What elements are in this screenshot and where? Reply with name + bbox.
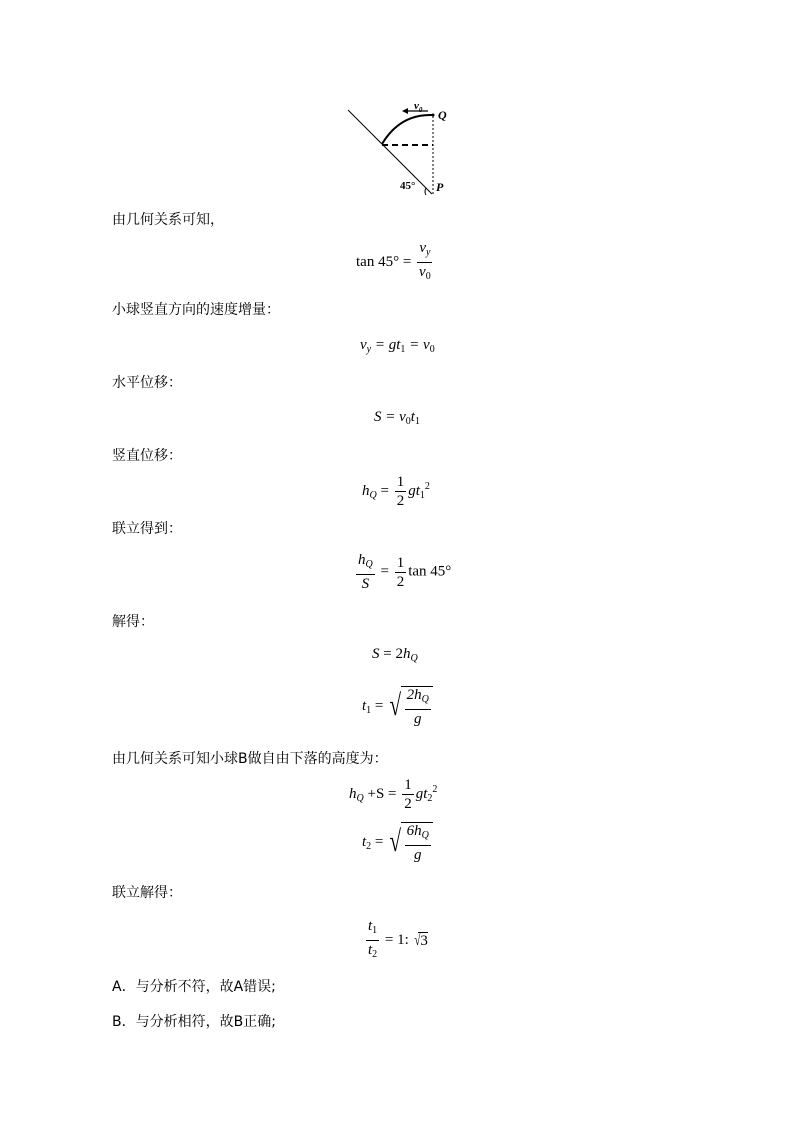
equation-height: $h_Q +S$ = $\frac{1}{2}$ $gt_2^2$: [349, 777, 438, 812]
sqrt-icon: √: [389, 825, 402, 858]
incline-line: [348, 110, 432, 194]
equation-tan45: tan 45° = $\frac{v_y}{v_0}$: [356, 240, 431, 282]
equation-vertical: $h_Q$ = $\frac{1}{2}$ $gt_1^2$: [362, 474, 430, 509]
arrow-head: [402, 108, 408, 114]
sqrt-icon: √: [413, 931, 421, 949]
label-v0: $v_0$: [414, 100, 423, 114]
text-line-8: 联立解得：: [112, 885, 182, 901]
label-q: Q: [438, 108, 447, 122]
incline-figure: [340, 100, 460, 200]
equation-vy: $v_y = gt_1 = v_0$: [360, 337, 435, 355]
trajectory-curve: [382, 115, 432, 144]
label-p: P: [436, 180, 444, 194]
equation-horizontal: $S = v_0t_1$: [374, 409, 420, 427]
text-line-7: 由几何关系可知小球B做自由下落的高度为：: [112, 751, 388, 767]
equation-result: $\frac{t_1}{t_2}$ = 1: √ 3: [368, 918, 428, 960]
text-line-9: A．与分析不符，故A错误;: [112, 979, 276, 995]
label-angle: 45°: [400, 180, 416, 192]
angle-arc: [425, 188, 426, 195]
equation-ratio: $\frac{h_Q}{S}$ = $\frac{1}{2}$ tan 45°: [358, 552, 452, 592]
equation-t2: $t_2$ = √ $\frac{6h_Q}{g}$: [362, 822, 433, 863]
text-line-6: 解得：: [112, 614, 154, 630]
equation-t1: $t_1$ = √ $\frac{2h_Q}{g}$: [362, 686, 433, 727]
text-line-10: B．与分析相符，故B正确;: [112, 1014, 276, 1030]
text-line-2: 小球竖直方向的速度增量：: [112, 302, 280, 318]
text-line-3: 水平位移：: [112, 375, 182, 391]
text-line-1: 由几何关系可知，: [112, 212, 224, 228]
text-line-4: 竖直位移：: [112, 448, 182, 464]
start-point: [432, 114, 435, 117]
text-line-5: 联立得到：: [112, 521, 182, 537]
equation-s: $S = 2h_Q$: [372, 646, 418, 664]
sqrt-icon: √: [389, 689, 402, 722]
